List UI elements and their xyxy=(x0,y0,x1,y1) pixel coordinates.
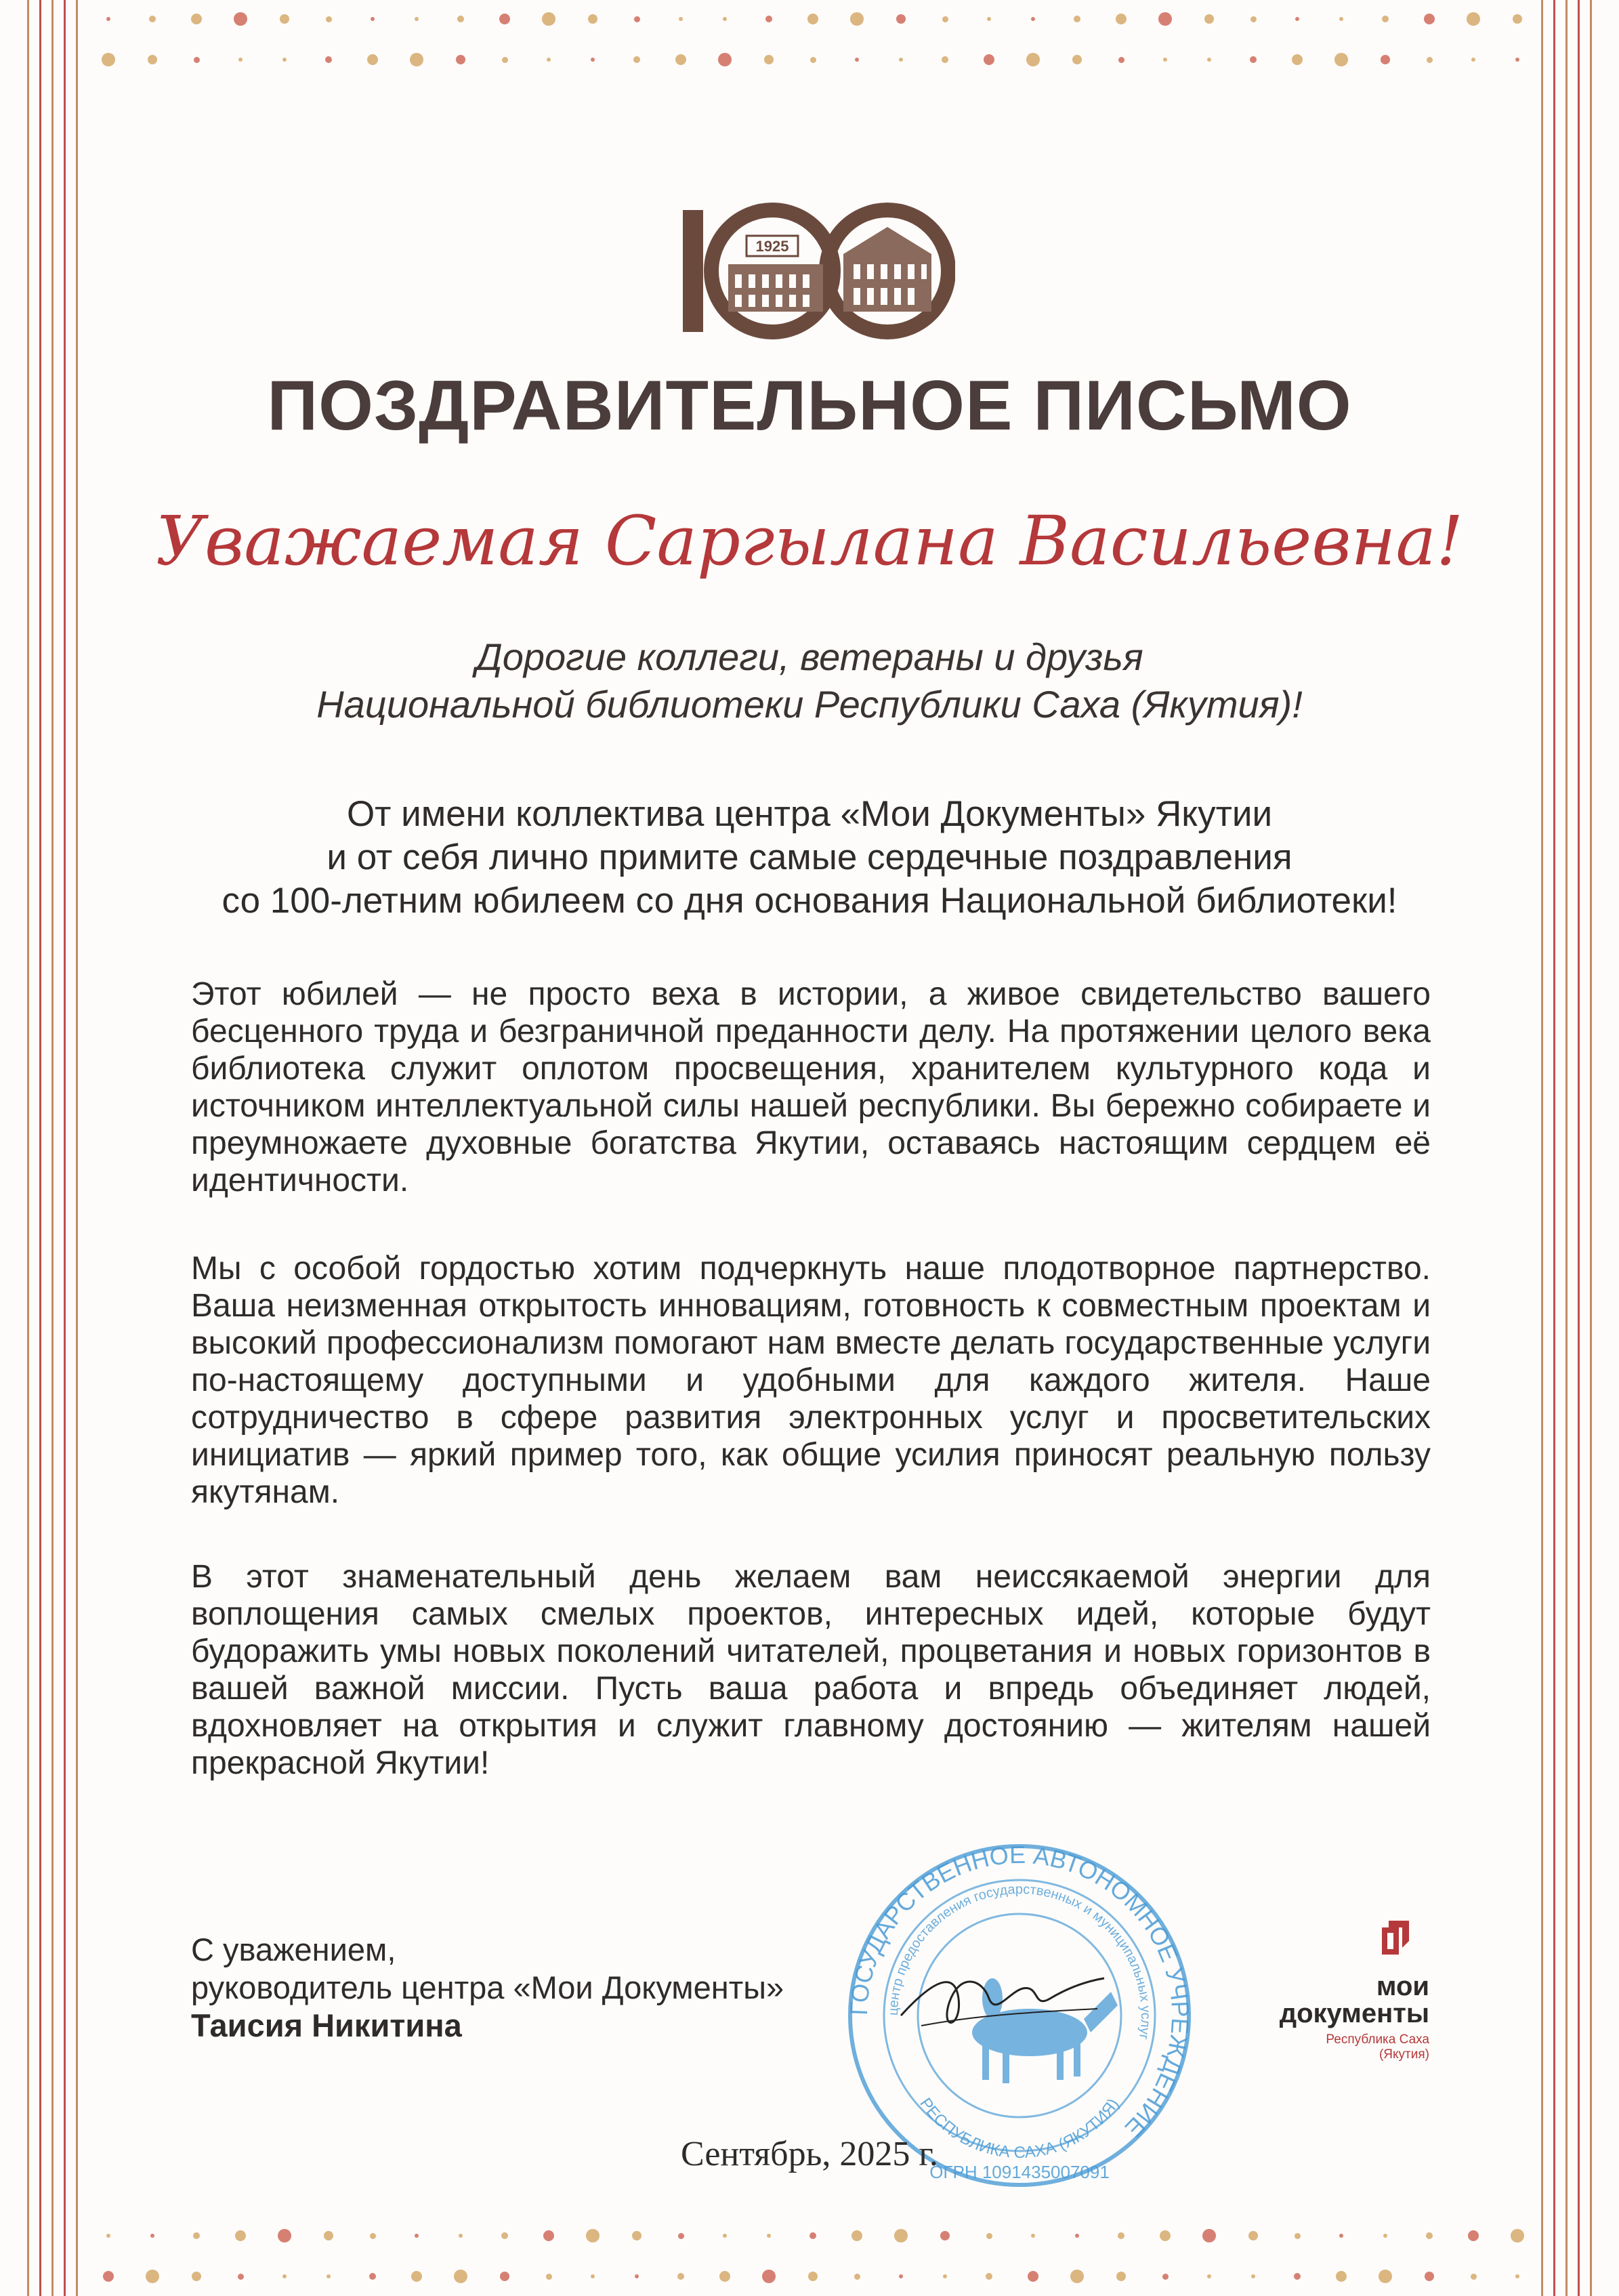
border-stripe xyxy=(39,0,41,2296)
decor-dot xyxy=(940,2231,950,2240)
decor-dot xyxy=(1515,2274,1519,2278)
decor-dot xyxy=(1162,2274,1169,2280)
decor-dot xyxy=(369,2273,376,2280)
decor-dot xyxy=(810,2232,816,2239)
decor-dot xyxy=(327,2274,331,2278)
decor-dot xyxy=(102,53,115,66)
decor-dot xyxy=(411,2271,422,2282)
decor-dot xyxy=(1026,53,1040,66)
intro-text xyxy=(0,793,1619,923)
decor-dot xyxy=(415,17,419,21)
decor-dot xyxy=(194,57,200,63)
anniversary-100-logo xyxy=(671,190,955,346)
decor-dot xyxy=(1383,2234,1387,2238)
decor-dot xyxy=(193,2232,200,2239)
decor-dot xyxy=(370,2233,376,2239)
border-stripe xyxy=(27,0,29,2296)
decor-dot xyxy=(500,2272,509,2281)
decor-dot xyxy=(1072,55,1082,64)
decor-dot xyxy=(850,12,864,26)
subgreeting-line: Дорогие коллеги, ветераны и друзья xyxy=(476,635,1143,678)
decor-dot xyxy=(808,2272,818,2281)
decor-dot xyxy=(410,53,423,66)
decor-dot xyxy=(1158,12,1172,26)
decor-dot xyxy=(633,56,640,63)
decor-dot xyxy=(807,14,818,24)
decor-dot xyxy=(502,57,508,63)
decor-dot xyxy=(854,2274,860,2280)
signature-block xyxy=(191,1931,784,2045)
seal-outer-text: ГОСУДАРСТВЕННОЕ АВТОНОМНОЕ УЧРЕЖДЕНИЕ xyxy=(844,1840,1195,2143)
intro-line: От имени коллектива центра «Мои Документы» Якутии xyxy=(346,794,1273,834)
decor-dot xyxy=(1425,2272,1434,2281)
decor-dot xyxy=(278,2229,291,2242)
decor-dot xyxy=(282,2274,287,2278)
handwritten-signature-icon xyxy=(894,1951,1111,2046)
decor-dot xyxy=(1467,12,1480,26)
decor-dot xyxy=(1250,56,1257,63)
decor-dot xyxy=(855,58,859,62)
decor-dot xyxy=(1468,2230,1479,2241)
decor-dot xyxy=(1031,17,1035,21)
decor-dot xyxy=(1515,58,1519,62)
decor-dot xyxy=(679,17,683,21)
decor-dot xyxy=(1513,14,1522,24)
closing-text: С уважением, xyxy=(191,1932,396,1967)
decor-dot xyxy=(762,2270,776,2283)
top-dot-row xyxy=(102,12,1517,33)
brand-line: мои xyxy=(1376,1971,1429,2001)
decor-dot xyxy=(1116,14,1127,24)
decor-dot xyxy=(1427,57,1433,63)
body-paragraph: Этот юбилей — не просто веха в истории, а живое свидетельство вашего бесценного труда и безграничной преданности делу. На протяжении целого века библиотека служит оплотом просвещения, хранителем культурного кода и источником интеллектуальной силы нашей республики. Вы бережно собираете и преумножаете духовные богатства Якутии, оставаясь настоящим сердцем её идентичности. xyxy=(191,976,1431,1198)
svg-text:РЕСПУБЛИКА САХА (ЯКУТИЯ) xyxy=(916,2095,1122,2162)
left-border-stripes xyxy=(0,0,102,2296)
seal-ogrn: ОГРН 1091435007091 xyxy=(929,2162,1110,2182)
decor-dot xyxy=(984,54,994,65)
decor-dot xyxy=(810,57,816,63)
border-stripe xyxy=(64,0,66,2296)
top-dot-row xyxy=(102,53,1517,73)
decor-dot xyxy=(457,16,464,22)
decor-dot xyxy=(371,17,375,21)
decor-dot xyxy=(1294,2273,1301,2280)
bottom-dot-row xyxy=(102,2270,1517,2290)
decor-dot xyxy=(1118,2232,1124,2239)
decor-dot xyxy=(148,55,157,64)
anniversary-year: 1925 xyxy=(755,238,789,255)
decor-dot xyxy=(632,2231,642,2240)
decor-dot xyxy=(943,2274,947,2278)
seal-inner-text: центр предоставления государственных и муниципальных услуг xyxy=(885,1881,1154,2041)
decor-dot xyxy=(1339,17,1343,21)
decor-dot xyxy=(547,58,551,62)
decor-dot xyxy=(238,2274,244,2280)
decor-dot xyxy=(501,2232,508,2239)
decor-dot xyxy=(499,14,510,24)
decor-dot xyxy=(588,14,597,24)
decor-dot xyxy=(723,17,727,21)
decor-dot xyxy=(367,54,378,65)
decor-dot xyxy=(1382,16,1389,22)
decor-dot xyxy=(1511,2229,1524,2242)
decor-dot xyxy=(1424,14,1435,24)
decor-dot xyxy=(1426,2232,1433,2239)
letter-date: Сентябрь, 2025 г. xyxy=(681,2135,938,2173)
decor-dot xyxy=(899,58,903,62)
border-stripe xyxy=(1553,0,1555,2296)
decor-dot xyxy=(591,2274,595,2278)
decor-dot xyxy=(987,17,991,21)
decor-dot xyxy=(723,2234,727,2238)
border-stripe xyxy=(76,0,78,2296)
subgreeting-line: Национальной библиотеки Республики Саха (Якутия)! xyxy=(316,683,1303,726)
decor-dot xyxy=(942,56,948,63)
moi-dokumenty-logo-icon xyxy=(1240,1911,1443,2087)
decor-dot xyxy=(1207,58,1211,62)
decor-dot xyxy=(942,16,948,22)
decor-dot xyxy=(718,53,732,66)
border-stripe xyxy=(1565,0,1568,2296)
border-stripe xyxy=(1578,0,1580,2296)
decor-dot xyxy=(1295,17,1299,21)
decor-dot xyxy=(1334,53,1348,66)
decor-dot xyxy=(1207,2274,1211,2278)
decor-dot xyxy=(415,2234,419,2238)
decor-dot xyxy=(1336,2271,1347,2282)
decor-dot xyxy=(678,2233,684,2239)
decor-dot xyxy=(1202,2229,1216,2242)
decor-dot xyxy=(542,12,555,26)
decor-dot xyxy=(1075,2234,1079,2238)
decor-dot xyxy=(238,58,243,62)
decor-dot xyxy=(1381,55,1390,64)
border-stripe xyxy=(1541,0,1543,2296)
signer-name: Таисия Никитина xyxy=(191,2007,462,2043)
right-border-stripes xyxy=(1517,0,1619,2296)
decor-dot xyxy=(1116,2272,1126,2281)
decor-dot xyxy=(767,2234,771,2238)
decor-dot xyxy=(675,54,686,65)
decor-dot xyxy=(764,55,774,64)
decor-dot xyxy=(899,2274,903,2278)
decor-dot xyxy=(719,2271,730,2282)
decor-dot xyxy=(146,2270,159,2283)
decor-dot xyxy=(1031,2234,1035,2238)
decor-dot xyxy=(1160,2230,1171,2241)
decor-dot xyxy=(235,2230,246,2241)
decor-dot xyxy=(586,2229,600,2242)
personal-greeting: Уважаемая Саргылана Васильевна! xyxy=(155,501,1464,581)
decor-dot xyxy=(326,16,332,22)
decor-dot xyxy=(1028,2271,1038,2282)
decor-dot xyxy=(150,2234,154,2238)
border-stripe xyxy=(51,0,54,2296)
decor-dot xyxy=(546,2274,552,2280)
decor-dot xyxy=(325,56,332,63)
decor-dot xyxy=(149,16,156,22)
decor-dot xyxy=(986,2273,992,2280)
decor-dot xyxy=(192,2272,201,2281)
intro-line: и от себя лично примите самые сердечные поздравления xyxy=(327,837,1292,877)
decor-dot xyxy=(635,2274,639,2278)
brand-mark-icon xyxy=(1372,1911,1426,1965)
body-paragraph: В этот знаменательный день желаем вам неиссякаемой энергии для воплощения самых смелых проектов, интересных идей, которые будут будоражить умы новых поколений читателей, процветания и новых горизонтов в вашей важной миссии. Пусть ваша работа и впредь объединяет людей, вдохновляет на открытия и служит главному достоянию — жителям нашей прекрасной Якутии! xyxy=(191,1559,1431,1781)
decor-dot xyxy=(1074,16,1080,22)
decor-dot xyxy=(106,17,110,21)
decor-dot xyxy=(1070,2270,1084,2283)
brand-line: документы xyxy=(1279,1999,1429,2028)
decor-dot xyxy=(103,2271,114,2282)
library-building-icon xyxy=(671,190,955,346)
decor-dot xyxy=(851,2230,862,2241)
brand-region: (Якутия) xyxy=(1379,2047,1429,2062)
decor-dot xyxy=(1471,58,1475,62)
decor-dot xyxy=(106,2234,110,2238)
decor-dot xyxy=(459,2234,463,2238)
decor-dot xyxy=(1379,2270,1392,2283)
body-paragraph: Мы с особой гордостью хотим подчеркнуть наше плодотворное партнерство. Ваша неизменная открытость инновациям, готовность к совместным проектам и высокий профессионализм помогают нам вместе делать государственные услуги по-настоящему доступными и удобными для каждого жителя. Наше сотрудничество в сфере развития электронных услуг и просветительских инициатив — яркий пример того, как общие усилия приносят реальную пользу якутянам. xyxy=(191,1251,1431,1510)
decor-dot xyxy=(1163,58,1167,62)
signer-position: руководитель центра «Мои Документы» xyxy=(191,1969,784,2005)
decor-dot xyxy=(896,14,906,24)
decor-dot xyxy=(1118,57,1124,63)
decor-dot xyxy=(1471,2274,1477,2280)
decor-dot xyxy=(543,2230,554,2241)
decor-dot xyxy=(324,2231,333,2240)
intro-line: со 100-летним юбилеем со дня основания Национальной библиотеки! xyxy=(222,881,1397,921)
decor-dot xyxy=(280,14,289,24)
decor-dot xyxy=(1295,2233,1301,2239)
decor-dot xyxy=(986,2233,992,2239)
decor-dot xyxy=(454,2270,467,2283)
decor-dot xyxy=(634,16,640,22)
decor-dot xyxy=(677,2273,684,2280)
decor-dot xyxy=(1339,2234,1343,2238)
seal-region-text: РЕСПУБЛИКА САХА (ЯКУТИЯ) xyxy=(916,2094,1123,2163)
bottom-dot-row xyxy=(102,2229,1517,2249)
border-stripe xyxy=(1590,0,1592,2296)
decor-dot xyxy=(1248,2231,1258,2240)
decor-dot xyxy=(456,55,465,64)
decor-dot xyxy=(1251,2274,1255,2278)
decor-dot xyxy=(234,12,247,26)
brand-region: Республика Саха xyxy=(1326,2032,1429,2047)
decor-dot xyxy=(894,2229,908,2242)
decor-dot xyxy=(1250,16,1257,22)
decor-dot xyxy=(1292,54,1303,65)
decor-dot xyxy=(591,58,595,62)
decor-dot xyxy=(1204,14,1214,24)
page-title: ПОЗДРАВИТЕЛЬНОЕ ПИСЬМО xyxy=(267,367,1352,445)
subgreeting xyxy=(0,633,1619,728)
decor-dot xyxy=(191,14,202,24)
decor-dot xyxy=(765,16,772,22)
decor-dot xyxy=(282,58,287,62)
